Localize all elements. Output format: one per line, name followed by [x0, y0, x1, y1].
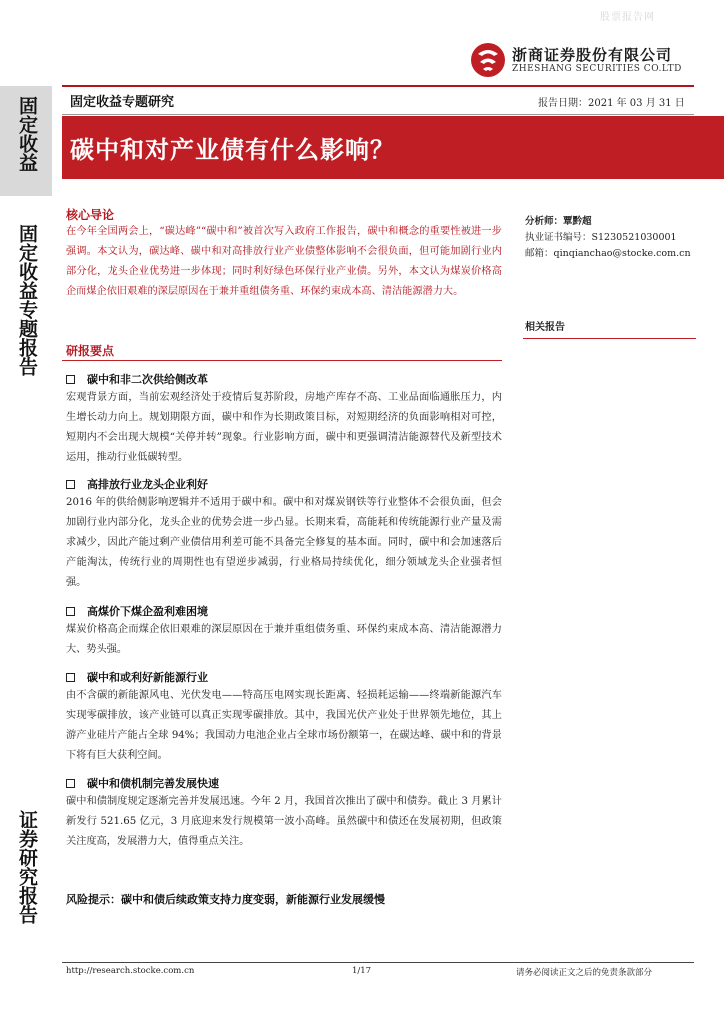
report-date: 报告日期：2021 年 03 月 31 日: [538, 98, 685, 109]
company-name-en: ZHESHANG SECURITIES CO.LTD: [512, 64, 682, 74]
analyst-email[interactable]: 邮箱：qinqianchao@stocke.com.cn: [525, 248, 691, 259]
analyst-name: 分析师：覃黔超: [525, 216, 592, 227]
page-title: 碳中和对产业债有什么影响？: [70, 136, 395, 164]
analyst-license: 执业证书编号：S1230521030001: [525, 232, 677, 243]
footer-disclaimer: 请务必阅读正文之后的免责条款部分: [516, 968, 653, 978]
checkbox-icon: [66, 779, 75, 788]
related-heading: 相关报告: [525, 322, 565, 333]
sidebar-tag-report-type: 固定收益专题报告: [16, 224, 38, 376]
sidebar-tag-research: 证券研究报告: [16, 810, 38, 924]
checkbox-icon: [66, 607, 75, 616]
company-name-cn: 浙商证券股份有限公司: [512, 46, 673, 64]
point-heading: 碳中和债机制完善发展快速: [66, 775, 219, 791]
risk-warning: 风险提示：碳中和债后续政策支持力度变弱，新能源行业发展缓慢: [66, 893, 385, 906]
zheshang-logo: [470, 42, 506, 78]
page-number: 1/17: [352, 966, 372, 976]
checkbox-icon: [66, 480, 75, 489]
core-heading: 核心导论: [66, 208, 115, 222]
point-heading: 高煤价下煤企盈利难困境: [66, 603, 208, 619]
point-text: 2016 年的供给侧影响逻辑并不适用于碳中和。碳中和对煤炭钢铁等行业整体不会很负面，但会加剧行业内部分化，龙头企业的优势会进一步凸显。长期来看，高能耗和传统能源行业产量及需求减少，因此产能过剩产业债信用利差可能不具备完全修复的基本面。同时，碳中和会加速落后产能淘汰，传统行业的周期性也有望逆步减弱，行业格局持续优化，细分领域龙头企业强者恒强。: [66, 497, 502, 588]
footer-rule: [62, 962, 694, 963]
watermark: 股票报告网: [600, 12, 655, 23]
point-text: 由不含碳的新能源风电、光伏发电——特高压电网实现长距离、轻损耗运输——终端新能源汽车实现零碳排放，该产业链可以真正实现零碳排放。其中，我国光伏产业处于世界领先地位，其上游产业硅片产能占全球 94%；我国动力电池企业占全球市场份额第一，在碳达峰、碳中和的背景下将有巨大获利空间。: [66, 690, 502, 761]
header-divider: [62, 114, 694, 115]
checkbox-icon: [66, 673, 75, 682]
header-rule: [62, 85, 694, 87]
point-text: 煤炭价格高企而煤企依旧艰难的深层原因在于兼并重组债务重、环保约束成本高、清洁能源潜力大、势头强。: [66, 624, 502, 655]
point-text: 宏观背景方面，当前宏观经济处于疫情后复苏阶段，房地产库存不高、工业品面临通胀压力，内生增长动力向上。规划期限方面，碳中和作为长期政策目标，对短期经济的负面影响相对可控，短期内不会出现大规模“关停并转”现象。行业影响方面，碳中和更强调清洁能源替代及新型技术运用，推动行业低碳转型。: [66, 392, 502, 463]
points-heading: 研报要点: [66, 344, 115, 358]
footer-url[interactable]: http://research.stocke.com.cn: [66, 966, 195, 976]
related-rule: [523, 338, 696, 339]
point-heading: 碳中和或利好新能源行业: [66, 669, 208, 685]
series-title: 固定收益专题研究: [70, 95, 175, 110]
checkbox-icon: [66, 375, 75, 384]
core-text: 在今年全国两会上，“碳达峰”“碳中和”被首次写入政府工作报告，碳中和概念的重要性被进一步强调。本文认为，碳达峰、碳中和对高排放行业产业债整体影响不会很负面，但可能加剧行业内部分化，龙头企业优势进一步体现；同时利好绿色环保行业产业债。另外，本文认为煤炭价格高企而煤企依旧艰难的深层原因在于兼并重组债务重、环保约束成本高、清洁能源潜力大。: [66, 226, 502, 297]
point-text: 碳中和债制度规定逐渐完善并发展迅速。今年 2 月，我国首次推出了碳中和债券。截止 3 月累计新发行 521.65 亿元，3 月底迎来发行规模第一波小高峰。虽然碳中和债还在发展初期，但政策关注度高，发展潜力大，值得重点关注。: [66, 796, 502, 847]
points-rule: [62, 360, 502, 361]
point-heading: 碳中和非二次供给侧改革: [66, 371, 208, 387]
point-heading: 高排放行业龙头企业利好: [66, 476, 208, 492]
sidebar-tag-fixed-income: 固定收益: [16, 96, 38, 172]
